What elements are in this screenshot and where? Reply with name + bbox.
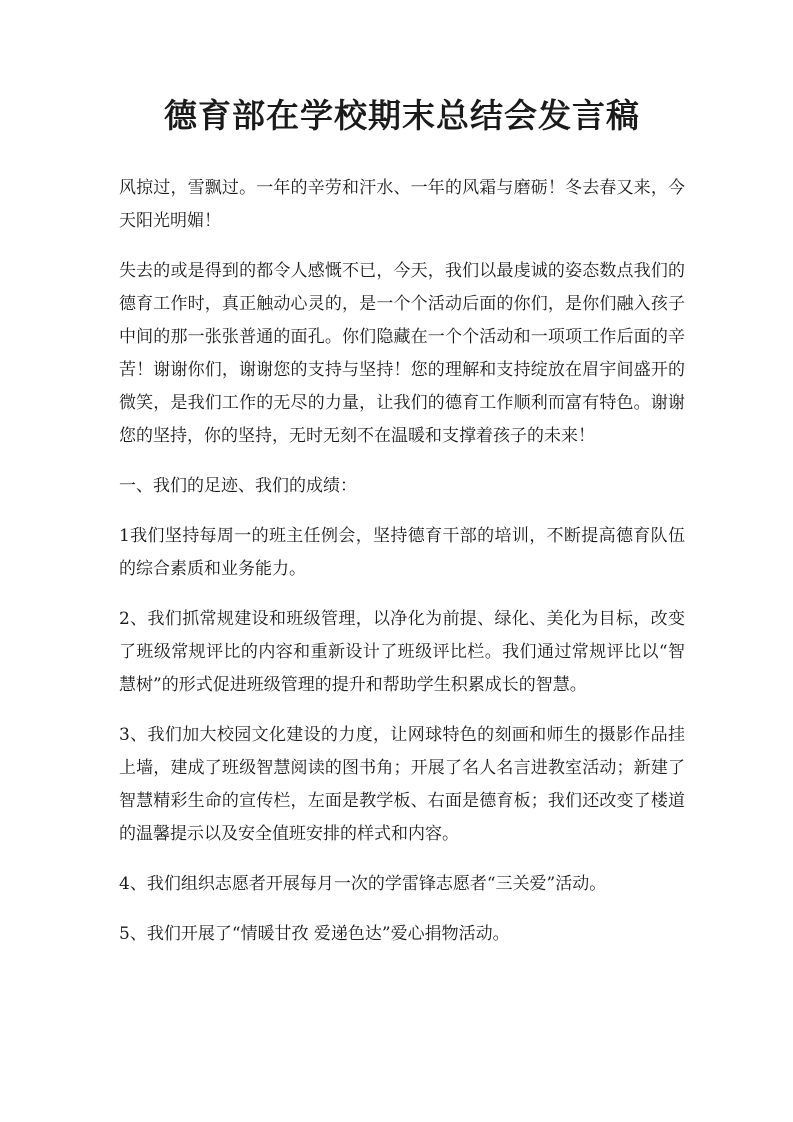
document-title: 德育部在学校期末总结会发言稿 [164, 96, 640, 135]
paragraph-intro: 风掠过，雪飘过。一年的辛劳和汗水、一年的风霜与磨砺！冬去春又来，今天阳光明媚！ [119, 178, 685, 231]
list-item-3: 3、我们加大校园文化建设的力度，让网球特色的刻画和师生的摄影作品挂上墙，建成了班级智慧阅读的图书角；开展了名人名言进教室活动；新建了智慧精彩生命的宣传栏，左面是教学板、右面是德育板；我们还改变了楼道的温馨提示以及安全值班安排的样式和内容。 [119, 725, 685, 844]
list-item-1: 1我们坚持每周一的班主任例会，坚持德育干部的培训，不断提高德育队伍的综合素质和业务能力。 [119, 526, 685, 579]
list-item-5: 5、我们开展了“情暖甘孜 爱递色达”爱心捐物活动。 [119, 924, 510, 944]
list-item-4: 4、我们组织志愿者开展每月一次的学雷锋志愿者“三关爱”活动。 [119, 874, 607, 894]
section-heading: 一、我们的足迹、我们的成绩： [119, 476, 357, 496]
paragraph-thanks: 失去的或是得到的都令人感慨不已，今天，我们以最虔诚的姿态数点我们的德育工作时，真正触动心灵的，是一个个活动后面的你们，是你们融入孩子中间的那一张张普通的面孔。你们隐藏在一个个活动和一项项工作后面的辛苦！谢谢你们，谢谢您的支持与坚持！您的理解和支持绽放在眉宇间盛开的微笑，是我们工作的无尽的力量，让我们的德育工作顺利而富有特色。谢谢您的坚持，你的坚持，无时无刻不在温暖和支撑着孩子的未来！ [119, 261, 685, 446]
list-item-2: 2、我们抓常规建设和班级管理，以净化为前提、绿化、美化为目标，改变了班级常规评比的内容和重新设计了班级评比栏。我们通过常规评比以“智慧树”的形式促进班级管理的提升和帮助学生积累成长的智慧。 [119, 609, 685, 695]
